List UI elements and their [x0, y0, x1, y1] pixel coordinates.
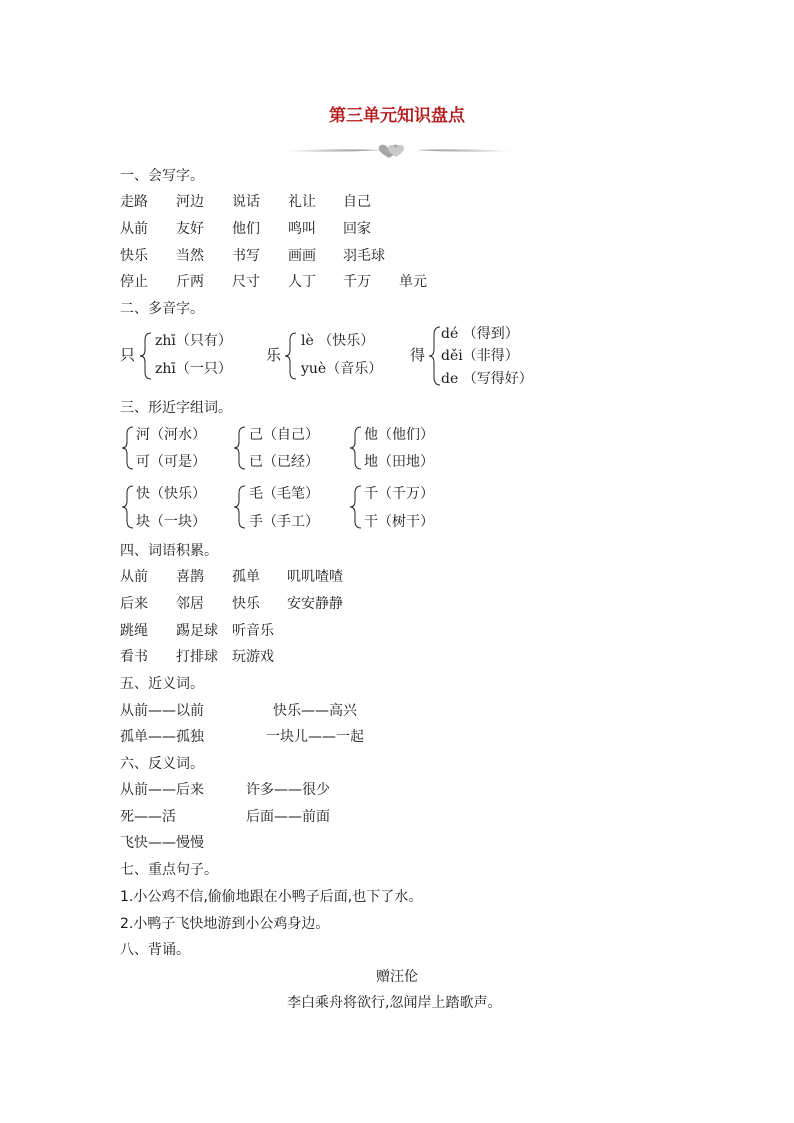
similar-char: 毛（毛笔）: [249, 486, 319, 502]
word: 友好: [176, 221, 204, 237]
word: 画画: [288, 248, 316, 264]
word: 快乐: [232, 596, 260, 612]
word: 自己: [343, 194, 371, 210]
word: 快乐: [120, 248, 148, 264]
word: 千万: [343, 274, 371, 290]
section-heading-sentences: 七、重点句子。: [120, 862, 218, 878]
polyphone-reading: zhī（只有）: [155, 333, 232, 349]
word: 河边: [176, 194, 204, 210]
word: 斤两: [176, 274, 204, 290]
polyphone-reading: de （写得好）: [441, 371, 533, 387]
word: 说话: [232, 194, 260, 210]
polyphone-reading: dé （得到）: [441, 326, 519, 342]
word: 玩游戏: [232, 649, 274, 665]
antonym-pair: 许多——很少: [246, 782, 330, 798]
word: 从前: [120, 569, 148, 585]
polyphone-char: 乐: [266, 346, 282, 364]
brace-icon: [428, 326, 442, 386]
word: 书写: [232, 248, 260, 264]
similar-char: 干（树干）: [364, 514, 434, 530]
section-heading-synonyms: 五、近义词。: [120, 676, 204, 692]
word: 喜鹊: [176, 569, 204, 585]
antonym-pair: 飞快——慢慢: [120, 835, 204, 851]
synonym-pair: 孤单——孤独: [120, 729, 204, 745]
similar-char: 己（自己）: [249, 427, 319, 443]
word: 听音乐: [232, 623, 274, 639]
similar-char: 块（一块）: [136, 514, 206, 530]
word: 停止: [120, 274, 148, 290]
brace-icon: [233, 426, 247, 470]
similar-char: 他（他们）: [364, 427, 434, 443]
word: 礼让: [288, 194, 316, 210]
word: 邻居: [176, 596, 204, 612]
word: 尺寸: [232, 274, 260, 290]
key-sentence: 1.小公鸡不信,偷偷地跟在小鸭子后面,也下了水。: [120, 889, 423, 905]
section-heading-recite: 八、背诵。: [120, 942, 190, 958]
polyphone-char: 得: [410, 346, 426, 364]
similar-char: 手（手工）: [249, 514, 319, 530]
word: 人丁: [288, 274, 316, 290]
brace-icon: [349, 426, 363, 470]
word: 跳绳: [120, 623, 148, 639]
word: 他们: [232, 221, 260, 237]
similar-char: 地（田地）: [364, 454, 434, 470]
section-heading-write: 一、会写字。: [120, 168, 204, 184]
antonym-pair: 死——活: [120, 809, 176, 825]
page-title: 第三单元知识盘点: [329, 106, 465, 126]
similar-char: 千（千万）: [364, 486, 434, 502]
polyphone-char: 只: [120, 346, 136, 364]
antonym-pair: 从前——后来: [120, 782, 204, 798]
section-heading-antonyms: 六、反义词。: [120, 756, 204, 772]
brace-icon: [121, 485, 135, 529]
brace-icon: [139, 332, 153, 380]
similar-char: 可（可是）: [136, 454, 206, 470]
similar-char: 已（已经）: [249, 454, 319, 470]
polyphone-reading: lè （快乐）: [301, 333, 375, 349]
poem-line: 李白乘舟将欲行,忽闻岸上踏歌声。: [287, 995, 502, 1011]
word: 踢足球: [176, 623, 218, 639]
similar-char: 快（快乐）: [136, 486, 206, 502]
brace-icon: [349, 485, 363, 529]
word: 当然: [176, 248, 204, 264]
poem-title: 赠汪伦: [376, 969, 418, 985]
section-heading-vocab: 四、词语积累。: [120, 543, 218, 559]
word: 鸣叫: [288, 221, 316, 237]
word: 后来: [120, 596, 148, 612]
word: 羽毛球: [343, 248, 385, 264]
word: 孤单: [232, 569, 260, 585]
heart-divider-icon: [278, 140, 518, 160]
word: 走路: [120, 194, 148, 210]
word: 单元: [399, 274, 427, 290]
synonym-pair: 从前——以前: [120, 703, 204, 719]
word: 回家: [343, 221, 371, 237]
brace-icon: [284, 332, 298, 380]
word: 从前: [120, 221, 148, 237]
synonym-pair: 快乐——高兴: [273, 703, 357, 719]
word: 看书: [120, 649, 148, 665]
key-sentence: 2.小鸭子飞快地游到小公鸡身边。: [120, 916, 330, 932]
brace-icon: [121, 426, 135, 470]
word: 安安静静: [287, 596, 343, 612]
similar-char: 河（河水）: [136, 427, 206, 443]
polyphone-reading: zhī（一只）: [155, 361, 232, 377]
polyphone-reading: děi（非得）: [441, 348, 519, 364]
word: 打排球: [176, 649, 218, 665]
word: 叽叽喳喳: [287, 569, 343, 585]
polyphone-reading: yuè（音乐）: [301, 361, 383, 377]
section-heading-polyphone: 二、多音字。: [120, 301, 204, 317]
antonym-pair: 后面——前面: [246, 809, 330, 825]
section-heading-similar: 三、形近字组词。: [120, 400, 232, 416]
synonym-pair: 一块儿——一起: [266, 729, 364, 745]
brace-icon: [233, 485, 247, 529]
